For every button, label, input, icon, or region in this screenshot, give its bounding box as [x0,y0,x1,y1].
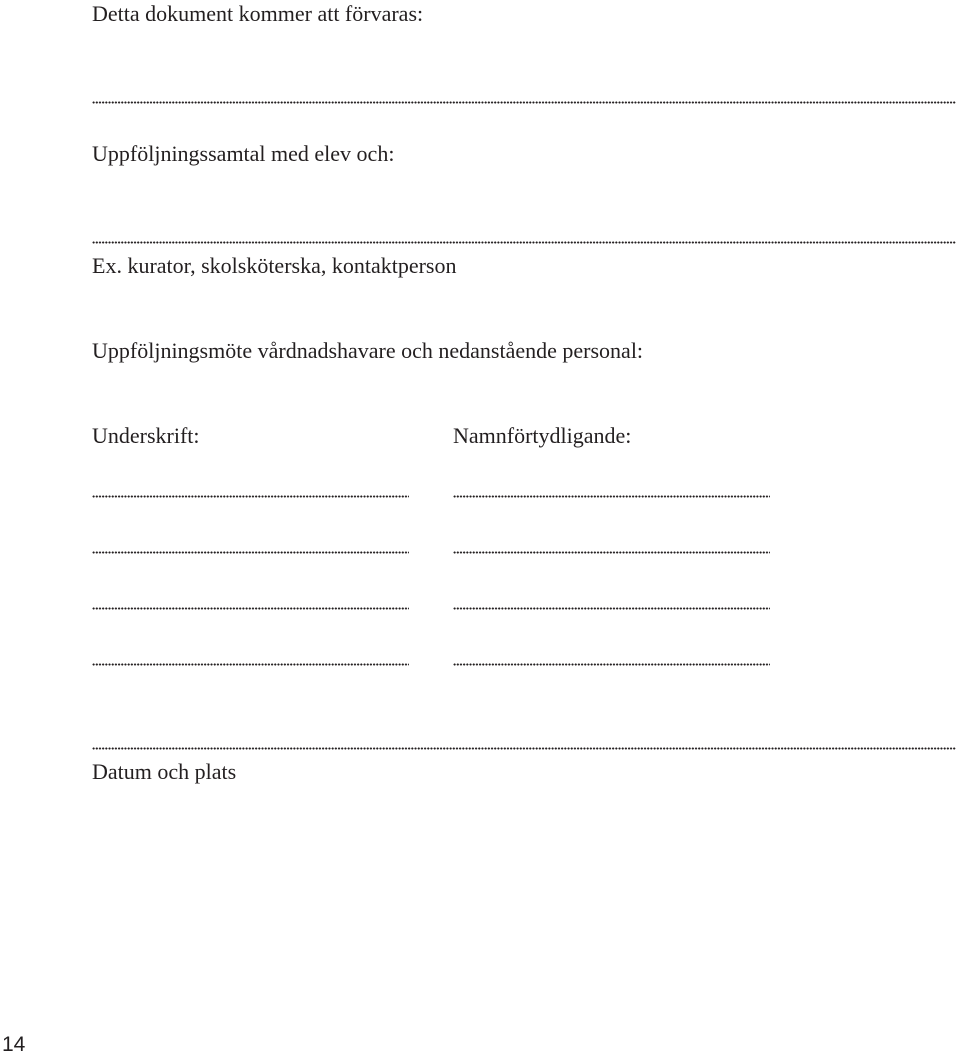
example-text: Ex. kurator, skolsköterska, kontaktperson [92,253,457,278]
followup-student-dotted-line[interactable] [92,241,956,244]
name-line-4[interactable] [453,663,770,666]
name-clarification-label: Namnförtydligande: [453,423,632,448]
page-number: 14 [2,1033,26,1056]
name-line-3[interactable] [453,607,770,610]
followup-meeting-label: Uppföljningsmöte vårdnadshavare och nedanstående personal: [92,338,644,363]
name-line-2[interactable] [453,551,770,554]
date-place-dotted-line[interactable] [92,747,956,750]
storage-label: Detta dokument kommer att förvaras: [92,1,424,26]
followup-student-label: Uppföljningssamtal med elev och: [92,141,395,166]
signature-line-4[interactable] [92,663,409,666]
name-line-1[interactable] [453,495,770,498]
storage-dotted-line[interactable] [92,101,956,104]
date-place-label: Datum och plats [92,759,237,784]
signature-label: Underskrift: [92,423,200,448]
signature-line-3[interactable] [92,607,409,610]
signature-line-2[interactable] [92,551,409,554]
signature-line-1[interactable] [92,495,409,498]
